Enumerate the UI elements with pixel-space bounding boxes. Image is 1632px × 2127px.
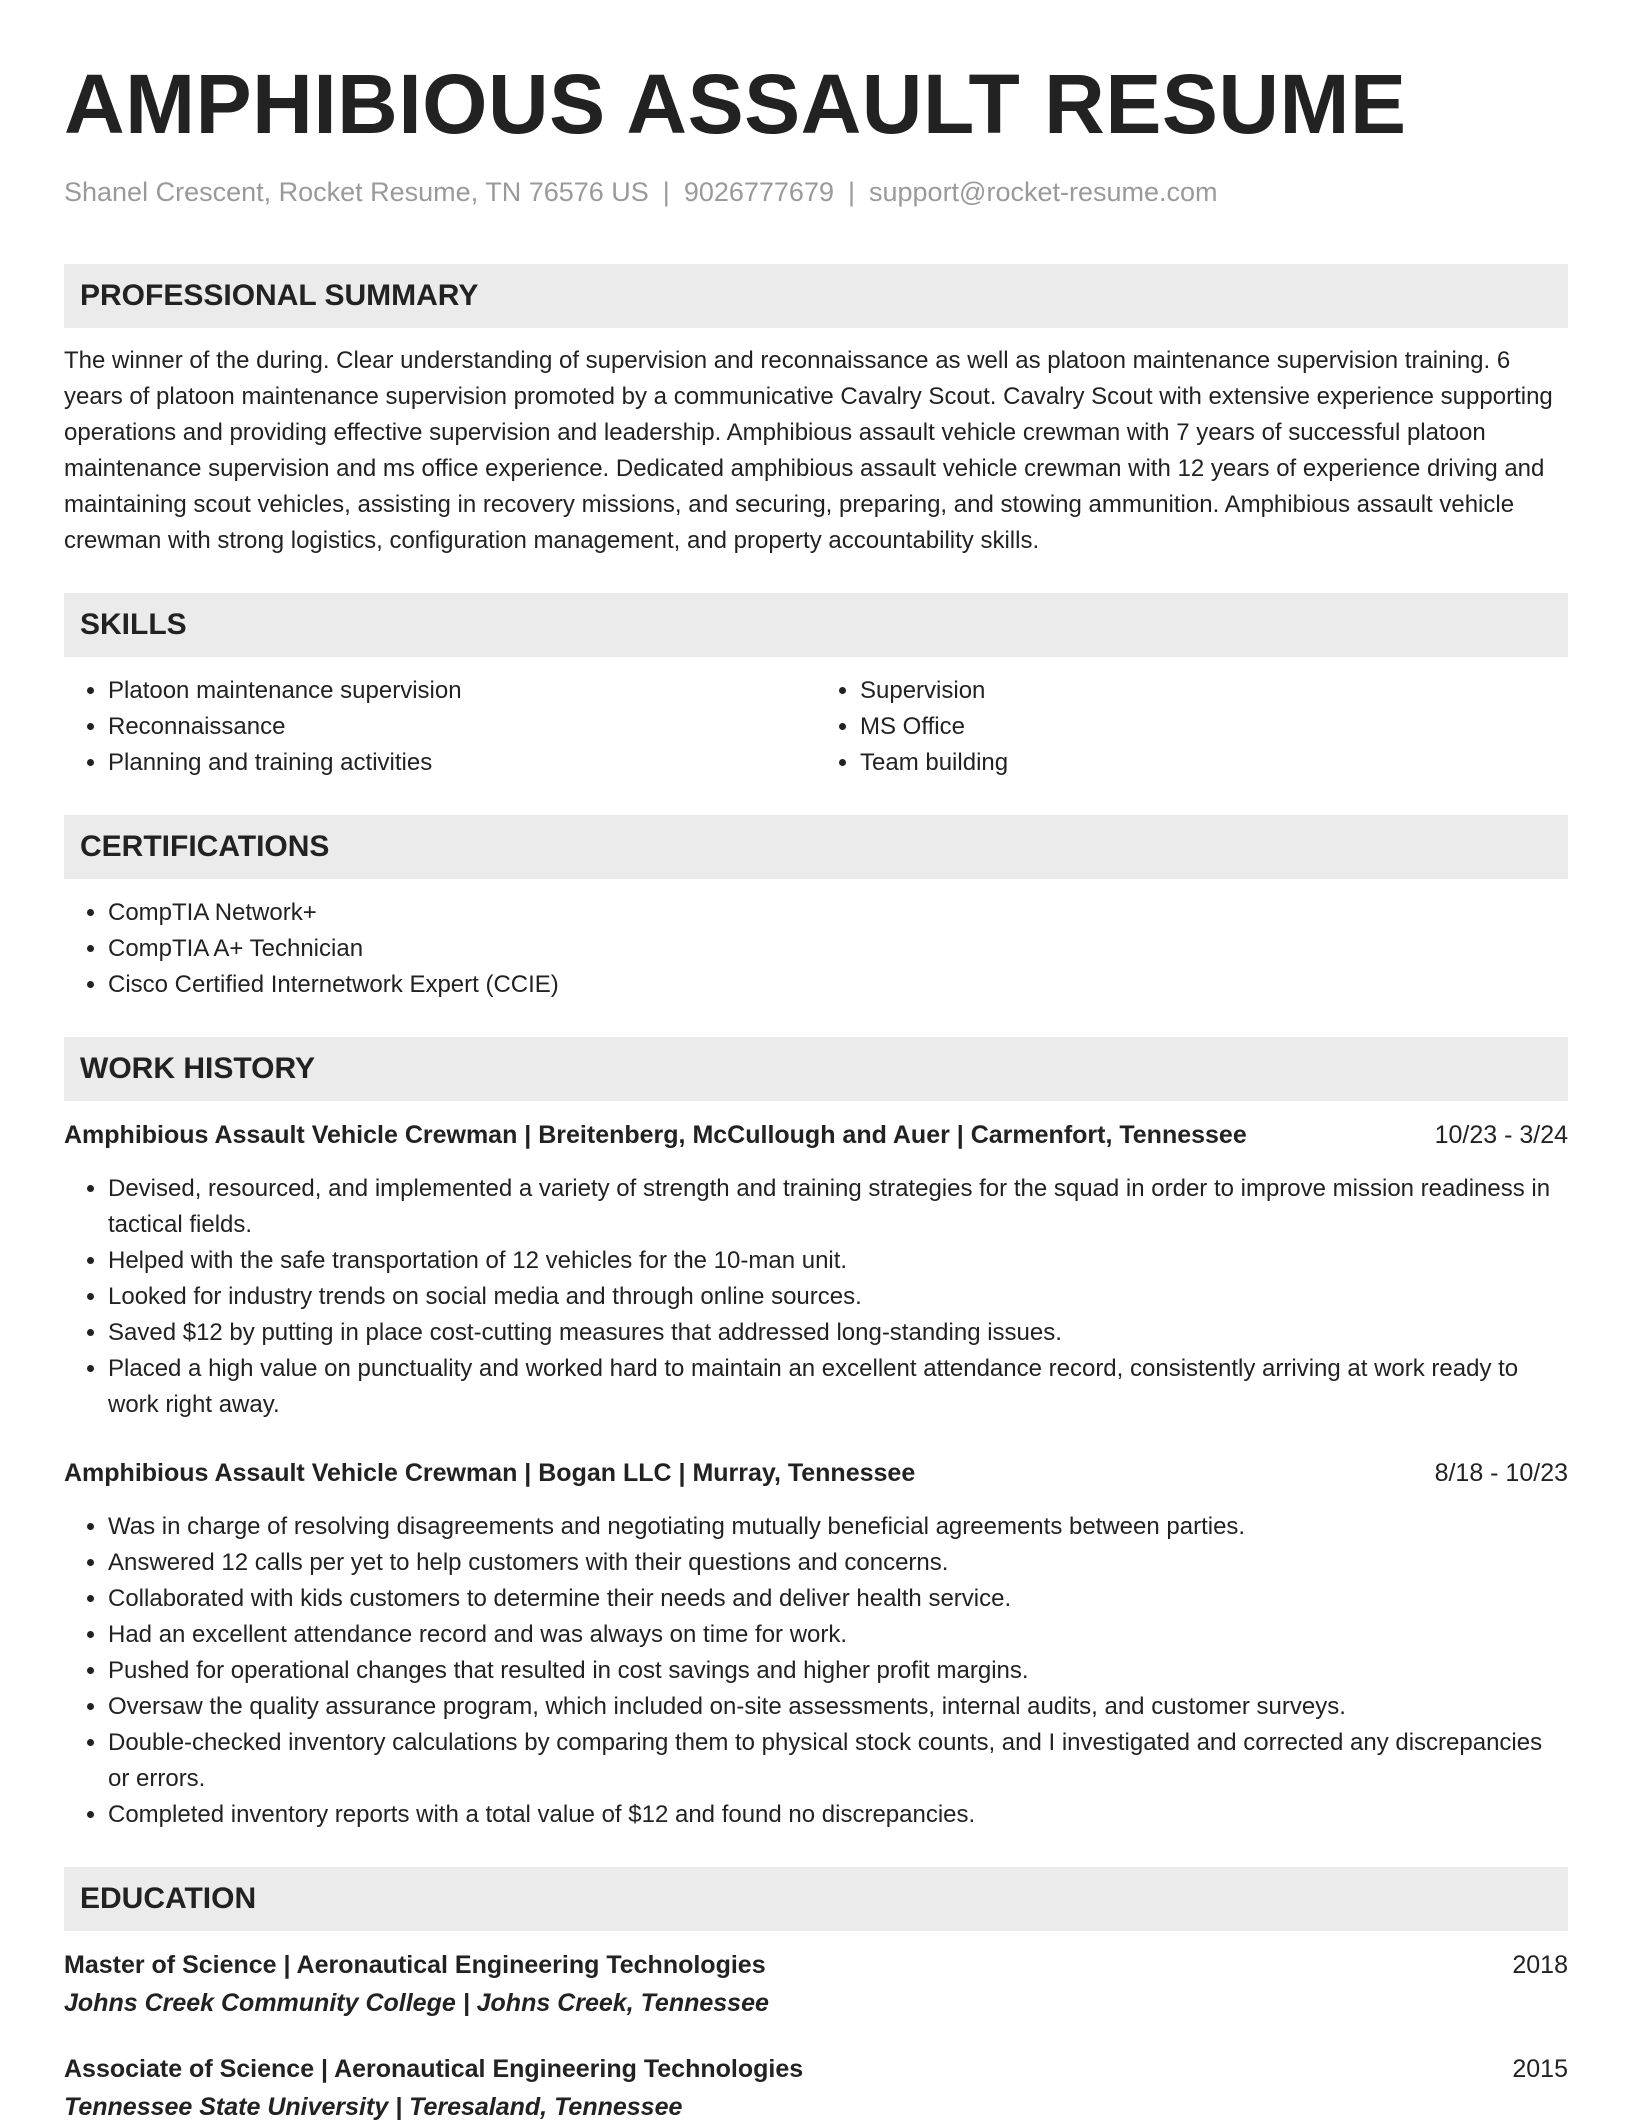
education-year: 2018 [1512, 1951, 1568, 1979]
job-title: Amphibious Assault Vehicle Crewman | Bogan LLC | Murray, Tennessee [64, 1459, 916, 1487]
certification-item: • Cisco Certified Internetwork Expert (CCIE) [108, 967, 1568, 1003]
skill-item: • Supervision [860, 673, 1568, 709]
contact-separator: | [847, 177, 855, 207]
skill-item: • Reconnaissance [108, 709, 816, 745]
education-entry [64, 1947, 1568, 2023]
contact-line [64, 174, 1568, 210]
education-degree: Associate of Science | Aeronautical Engineering Technologies [64, 2055, 804, 2083]
job-bullets [64, 1509, 1568, 1833]
job-bullet: • Helped with the safe transportation of 12 vehicles for the 10-man unit. [108, 1243, 1568, 1279]
summary-heading: PROFESSIONAL SUMMARY [64, 264, 1568, 328]
skill-item: • Platoon maintenance supervision [108, 673, 816, 709]
education-year: 2015 [1512, 2055, 1568, 2083]
job-dates: 10/23 - 3/24 [1434, 1121, 1568, 1149]
job-bullets [64, 1171, 1568, 1423]
job-bullet: • Had an excellent attendance record and was always on time for work. [108, 1617, 1568, 1653]
education-entry [64, 2051, 1568, 2127]
certifications-section [64, 815, 1568, 1003]
certification-item: • CompTIA A+ Technician [108, 931, 1568, 967]
contact-email: support@rocket-resume.com [869, 177, 1218, 207]
education-school: Tennessee State University | Teresaland, Tennessee [64, 2093, 683, 2121]
job-bullet: • Collaborated with kids customers to determine their needs and deliver health service. [108, 1581, 1568, 1617]
job-dates: 8/18 - 10/23 [1434, 1459, 1568, 1487]
skills-grid [64, 673, 1568, 781]
job-bullet: • Answered 12 calls per yet to help customers with their questions and concerns. [108, 1545, 1568, 1581]
job-bullet: • Completed inventory reports with a total value of $12 and found no discrepancies. [108, 1797, 1568, 1833]
work-history-heading: WORK HISTORY [64, 1037, 1568, 1101]
summary-text: The winner of the during. Clear understanding of supervision and reconnaissance as well as platoon maintenance supervision training. 6 years of platoon maintenance supervision promoted by a communicative Cavalry Scout. Cavalry Scout with extensive experience supporting operations and providing effective supervision and leadership. Amphibious assault vehicle crewman with 7 years of successful platoon maintenance supervision and ms office experience. Dedicated amphibious assault vehicle crewman with 12 years of experience driving and maintaining scout vehicles, assisting in recovery missions, and securing, preparing, and stowing ammunition. Amphibious assault vehicle crewman with strong logistics, configuration management, and property accountability skills. [64, 347, 1553, 554]
job-header [64, 1117, 1568, 1153]
resume-title: AMPHIBIOUS ASSAULT RESUME [64, 57, 1407, 151]
skills-heading: SKILLS [64, 593, 1568, 657]
skills-section [64, 593, 1568, 781]
education-header [64, 1947, 1568, 1983]
job-bullet: • Saved $12 by putting in place cost-cutting measures that addressed long-standing issues. [108, 1315, 1568, 1351]
job-header [64, 1455, 1568, 1491]
certification-item: • CompTIA Network+ [108, 895, 1568, 931]
job-entry [64, 1455, 1568, 1833]
education-section [64, 1867, 1568, 2127]
certifications-heading: CERTIFICATIONS [64, 815, 1568, 879]
skill-item: • Team building [860, 745, 1568, 781]
education-heading: EDUCATION [64, 1867, 1568, 1931]
job-title: Amphibious Assault Vehicle Crewman | Breitenberg, McCullough and Auer | Carmenfort, Tennessee [64, 1121, 1247, 1149]
job-entry [64, 1117, 1568, 1423]
job-bullet: • Looked for industry trends on social media and through online sources. [108, 1279, 1568, 1315]
skill-item: • Planning and training activities [108, 745, 816, 781]
skills-list-left [64, 673, 816, 781]
education-header [64, 2051, 1568, 2087]
contact-separator: | [662, 177, 670, 207]
certifications-list [64, 895, 1568, 1003]
contact-address: Shanel Crescent, Rocket Resume, TN 76576 US [64, 177, 649, 207]
education-school: Johns Creek Community College | Johns Creek, Tennessee [64, 1989, 769, 2017]
job-bullet: • Double-checked inventory calculations by comparing them to physical stock counts, and I investigated and corrected any discrepancies or errors. [108, 1725, 1568, 1797]
job-bullet: • Pushed for operational changes that resulted in cost savings and higher profit margins. [108, 1653, 1568, 1689]
job-bullet: • Was in charge of resolving disagreements and negotiating mutually beneficial agreements between parties. [108, 1509, 1568, 1545]
contact-phone: 9026777679 [683, 177, 834, 207]
skills-list-right [816, 673, 1568, 781]
job-bullet: • Placed a high value on punctuality and worked hard to maintain an excellent attendance record, consistently arriving at work ready to work right away. [108, 1351, 1568, 1423]
job-bullet: • Devised, resourced, and implemented a variety of strength and training strategies for the squad in order to improve mission readiness in tactical fields. [108, 1171, 1568, 1243]
work-history-section [64, 1037, 1568, 1833]
education-degree: Master of Science | Aeronautical Engineering Technologies [64, 1951, 766, 1979]
job-bullet: • Oversaw the quality assurance program, which included on-site assessments, internal audits, and customer surveys. [108, 1689, 1568, 1725]
summary-section [64, 264, 1568, 559]
skill-item: • MS Office [860, 709, 1568, 745]
